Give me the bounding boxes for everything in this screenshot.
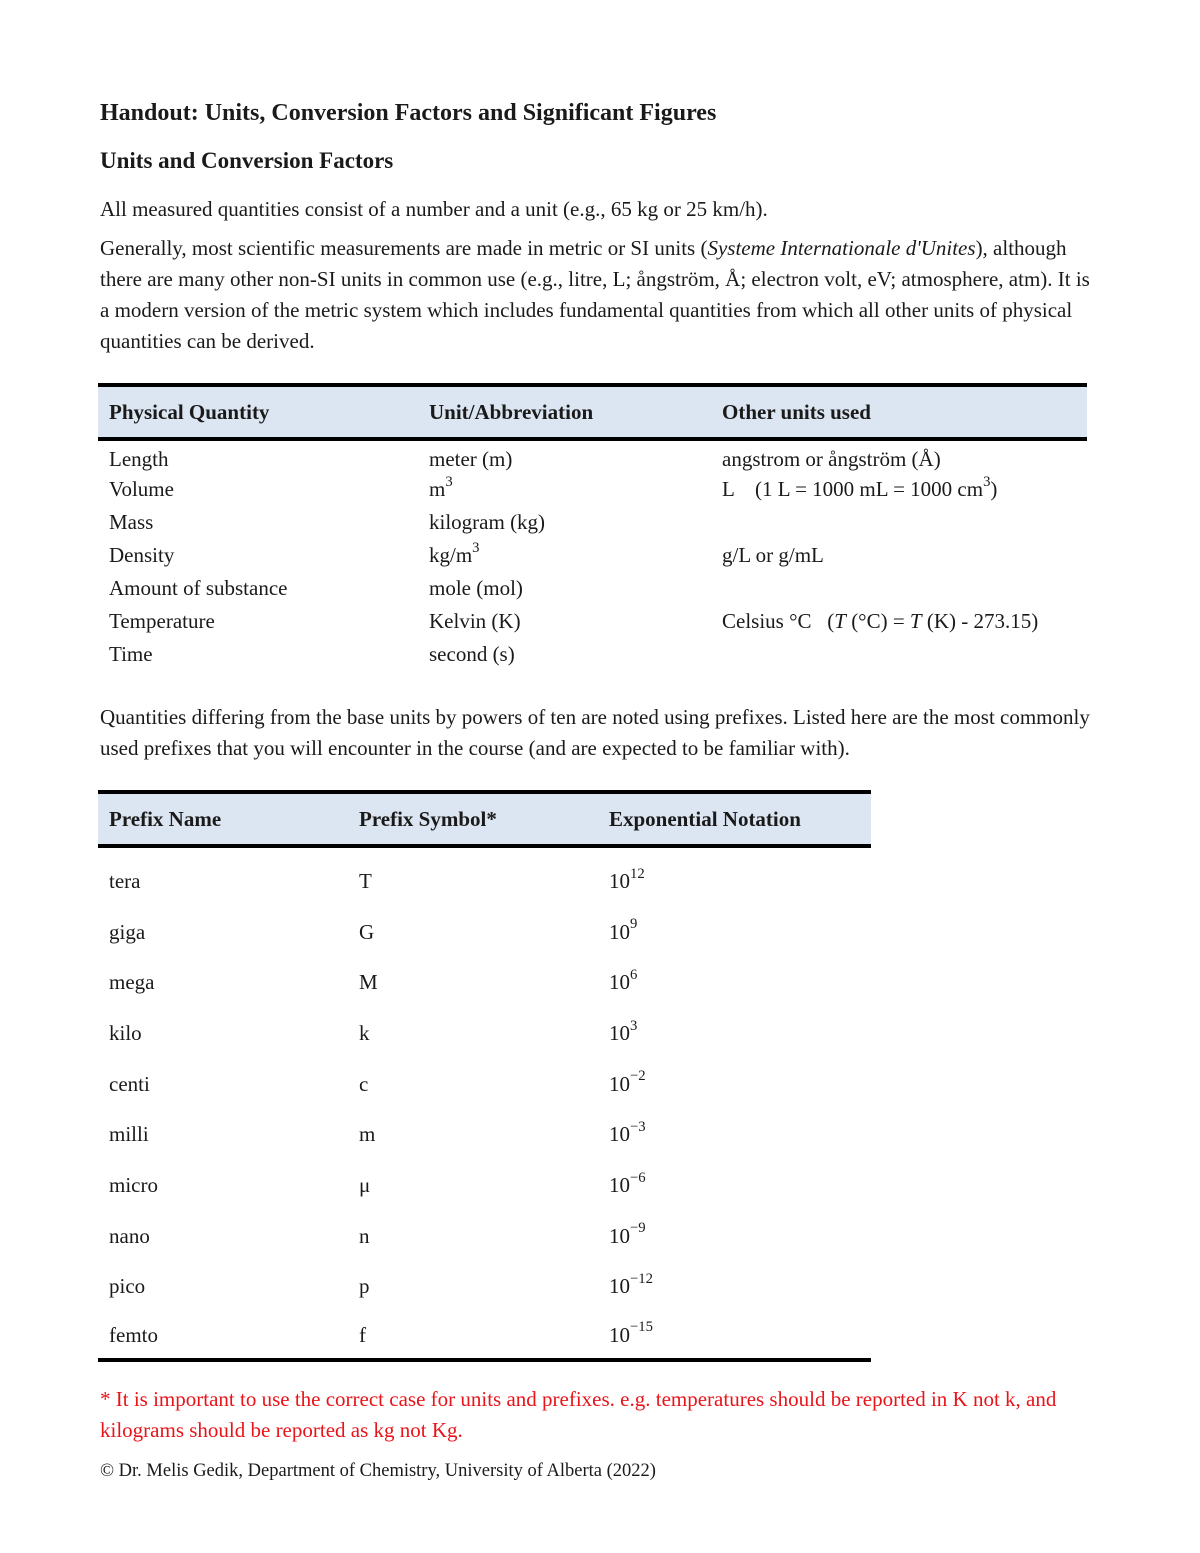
unit-cell: Kelvin (K) [429,609,521,633]
exponent-base: 10 [609,919,630,944]
copyright-footer: © Dr. Melis Gedik, Department of Chemistry, University of Alberta (2022) [100,1461,656,1481]
exponent-cell [598,1109,871,1160]
unit-cell: mole (mol) [429,576,523,600]
header-other-units: Other units used [711,385,1087,439]
quantity-cell: Length [109,447,169,471]
table-row [98,439,1087,473]
header-physical-quantity: Physical Quantity [98,385,418,439]
prefix-name-cell: centi [109,1071,150,1096]
prefix-symbol-cell: n [359,1223,370,1248]
other-units-cell [711,473,1087,506]
units-table-header [98,385,1087,439]
exponent-power: −9 [630,1220,646,1237]
exponent-cell [598,1312,871,1360]
paragraph-measured-quantities: All measured quantities consist of a number and a unit (e.g., 65 kg or 25 km/h). [100,197,768,221]
quantity-cell: Volume [109,477,174,501]
prefix-symbol-cell: k [359,1020,370,1045]
exponent-base: 10 [609,1274,630,1299]
case-sensitivity-note: * It is important to use the correct case for units and prefixes. e.g. temperatures should be reported in K not k, and kilograms should be reported as kg not Kg. [100,1387,1057,1442]
other-superscript: 3 [983,473,991,490]
paragraph-si-units [100,233,1100,357]
prefix-table-header [98,792,871,846]
prefix-name-cell: micro [109,1172,158,1197]
exponent-power: −12 [630,1271,653,1288]
unit-text: m [429,477,446,501]
exponent-power: 3 [630,1017,638,1034]
exponent-cell [598,846,871,907]
other-units-cell [711,605,1087,638]
table-row [98,473,1087,506]
table-row [98,907,871,958]
prefix-name-cell: pico [109,1274,146,1299]
exponent-cell [598,1008,871,1059]
exponent-base: 10 [609,970,630,995]
other-units-cell [711,572,1087,605]
prefix-name-cell: giga [109,919,146,944]
exponent-base: 10 [609,1172,630,1197]
section-title: Units and Conversion Factors [100,148,394,173]
exponent-cell [598,1160,871,1211]
quantity-cell: Mass [109,510,154,534]
header-prefix-name: Prefix Name [98,792,348,846]
para2-text-a: Generally, most scientific measurements are made in metric or SI units ( [100,236,708,260]
table-row [98,638,1087,671]
exponent-cell [598,957,871,1008]
unit-text: kg/m [429,543,473,567]
paragraph-prefixes: Quantities differing from the base units by powers of ten are noted using prefixes. Listed here are the most commonly used prefixes that you will encounter in the course (and are expected to be familiar with). [100,705,1090,760]
prefix-name-cell: tera [109,868,141,893]
prefix-symbol-cell: p [359,1274,370,1299]
table-row [98,1312,871,1360]
table-row [98,572,1087,605]
other-units-cell [711,638,1087,671]
unit-cell: second (s) [429,642,515,666]
table-row [98,846,871,907]
exponent-base: 10 [609,1020,630,1045]
prefix-symbol-cell: c [359,1071,369,1096]
unit-cell: meter (m) [429,447,513,471]
other-units-cell [711,506,1087,539]
table-row [98,605,1087,638]
exponent-base: 10 [609,1223,630,1248]
unit-superscript: 3 [472,539,480,556]
prefix-symbol-cell: M [359,970,378,995]
table-row [98,1262,871,1313]
header-unit-abbreviation: Unit/Abbreviation [418,385,711,439]
exponent-power: −3 [630,1119,646,1136]
other-italic-t: T [909,609,922,633]
prefix-symbol-cell: f [348,1312,598,1360]
prefix-symbol-cell: m [359,1122,376,1147]
prefix-name-cell: milli [109,1122,149,1147]
unit-superscript: 3 [445,473,453,490]
prefix-name-cell: femto [98,1312,348,1360]
prefix-symbol-cell: T [359,868,372,893]
quantity-cell: Temperature [109,609,215,633]
exponent-cell [598,1262,871,1313]
other-text: Celsius °C ( [722,609,835,633]
quantity-cell: Density [109,543,175,567]
unit-cell [418,473,711,506]
prefix-symbol-cell: G [359,919,375,944]
table-row [98,1109,871,1160]
exponent-cell [598,907,871,958]
other-italic-t: T [834,609,846,633]
exponent-power: −15 [630,1319,653,1336]
quantity-cell: Amount of substance [109,576,288,600]
table-row [98,1008,871,1059]
para2-text-b: ), although there are many other non-SI units in common use (e.g., litre, L; ångström, Å; electron volt, eV; atmosphere, atm). It is a modern version of the metric system which includes fundamental quantities from which all other units of physical quantities can be derived. [100,236,1090,353]
prefix-name-cell: nano [109,1223,150,1248]
prefix-table [98,790,871,1362]
unit-cell [418,539,711,572]
exponent-power: 6 [630,967,638,984]
table-row [98,1059,871,1110]
exponent-cell [598,1059,871,1110]
table-row [98,1160,871,1211]
para2-italic: Systeme Internationale d'Unites [707,236,976,260]
header-exponential-notation: Exponential Notation [598,792,871,846]
unit-cell: kilogram (kg) [429,510,546,534]
exponent-base: 10 [609,868,630,893]
other-text-end: ) [990,477,998,501]
table-row [98,1211,871,1262]
table-row [98,957,871,1008]
exponent-base: 10 [609,1122,630,1147]
prefix-name-cell: kilo [109,1020,142,1045]
other-units-cell: angstrom or ångström (Å) [722,447,941,471]
quantity-cell: Time [109,642,153,666]
table-row [98,539,1087,572]
exponent-base: 10 [609,1322,630,1347]
other-text-mid: (°C) = [845,609,910,633]
other-units-cell: g/L or g/mL [722,543,824,567]
prefix-name-cell: mega [109,970,155,995]
exponent-base: 10 [609,1071,630,1096]
other-text-end: (K) - 273.15) [921,609,1039,633]
header-prefix-symbol: Prefix Symbol* [348,792,598,846]
other-text: L (1 L = 1000 mL = 1000 cm [722,477,984,501]
exponent-power: −2 [630,1068,646,1085]
exponent-power: 12 [630,865,645,882]
prefix-symbol-cell: μ [359,1172,371,1197]
exponent-power: −6 [630,1169,646,1186]
table-row [98,506,1087,539]
handout-title: Handout: Units, Conversion Factors and Significant Figures [100,100,717,126]
units-table [98,383,1087,671]
exponent-power: 9 [630,916,638,933]
exponent-cell [598,1211,871,1262]
